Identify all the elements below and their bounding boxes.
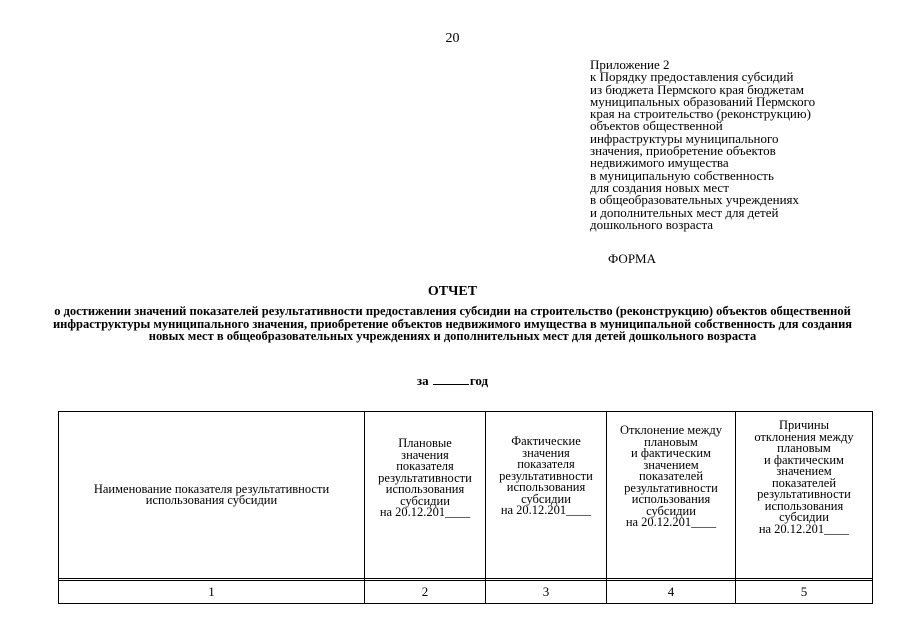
header-text: Фактические значения показателя результативности использования субсидии [499,434,593,506]
header-text: Наименование показателя результативности использования субсидии [93,481,330,507]
appendix-line: из бюджета Пермского края бюджетам [590,81,804,97]
header-date: на 20.12.201____ [500,503,592,517]
period-suffix: год [469,373,489,388]
header-date: на 20.12.201____ [379,505,471,519]
appendix-line: Приложение 2 [590,57,670,72]
column-number: 1 [59,581,365,604]
appendix-line: недвижимого имущества [590,155,729,171]
period-prefix: за [416,373,429,388]
header-text: Причины отклонения между плановым и фактическим значением показателей результативности использования субсидии [754,418,854,524]
column-number: 2 [365,581,486,604]
report-title: ОТЧЕТ [427,284,478,299]
column-number: 5 [736,581,873,604]
page-number: 20 [445,31,460,46]
report-table [58,411,873,604]
header-cell-planned-values [365,412,486,579]
appendix-line: в муниципальную собственность [590,167,774,183]
appendix-line: дошкольного возраста [590,216,714,232]
appendix-line: к Порядку предоставления субсидий [590,69,794,85]
header-cell-actual-values [486,412,607,579]
header-cell-indicator-name [59,412,365,579]
report-period [0,373,905,389]
appendix-line: для создания новых мест [590,179,729,195]
year-blank-field [433,374,469,385]
appendix-line: инфраструктуры муниципального [590,130,779,146]
appendix-block [590,59,890,231]
appendix-line: объектов общественной [590,118,723,134]
report-subtitle: о достижении значений показателей результативности предоставления субсидии на строительство (реконструкцию) объектов общественной инфраструктуры муниципального значения, приобретение объектов недвижимого имущества в муниципальной собственность для создания новых мест в общеобразовательных учреждениях и дополнительных мест для детей дошкольного возраста [52,304,853,344]
header-date: на 20.12.201____ [758,521,850,536]
appendix-line: и дополнительных мест для детей [590,204,779,220]
appendix-line: значения, приобретение объектов [590,143,776,159]
column-number-row [59,581,873,604]
header-date: на 20.12.201____ [625,515,717,529]
column-number: 3 [486,581,607,604]
header-text: Отклонение между плановым и фактическим значением показателей результативности использования субсидии [619,423,723,518]
form-label: ФОРМА [608,251,656,266]
header-cell-deviation-reasons [736,412,873,579]
header-cell-deviation [607,412,736,579]
header-text: Плановые значения показателя результативности использования субсидии [378,436,472,508]
table-header-row [59,412,873,579]
column-number: 4 [607,581,736,604]
appendix-line: муниципальных образований Пермского [590,93,816,109]
appendix-line: в общеобразовательных учреждениях [590,192,800,208]
appendix-line: края на строительство (реконструкцию) [590,106,811,122]
